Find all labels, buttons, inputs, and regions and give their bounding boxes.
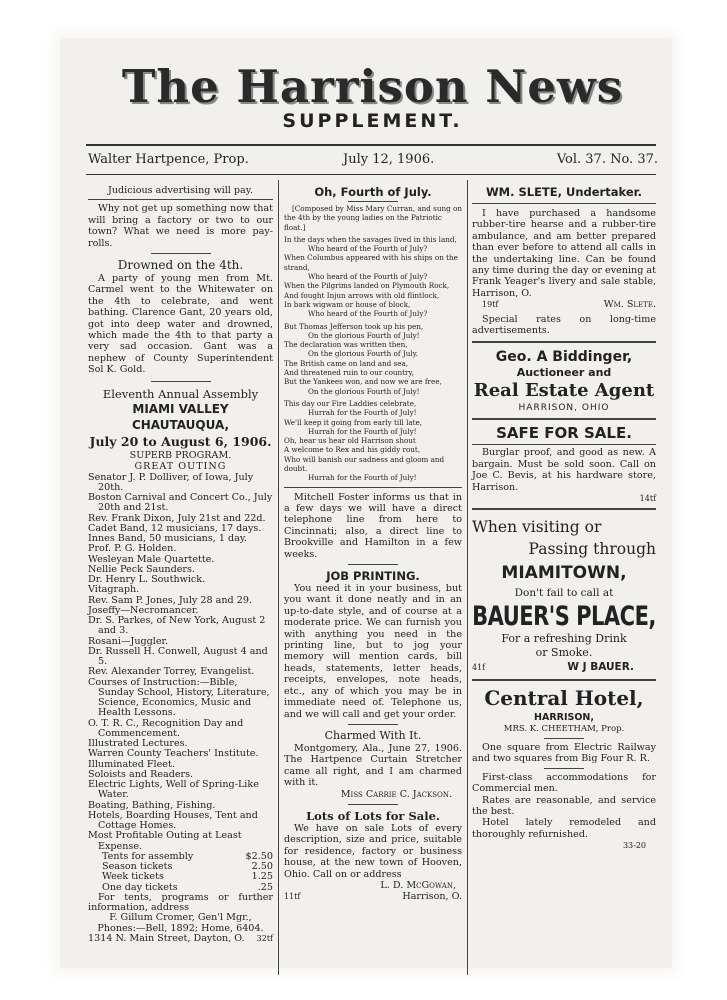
hotel-location: One square from Electric Railway and two squares from Big Four R. R. <box>472 741 656 765</box>
divider <box>348 201 398 202</box>
bauer-footer <box>472 662 656 673</box>
program-list <box>88 473 273 852</box>
list-item: Illuminated Fleet. <box>88 758 175 770</box>
poem-line: Who heard of the Fourth of July? <box>308 244 428 254</box>
miamitown-heading: MIAMITOWN, <box>501 562 627 583</box>
list-item: Courses of Instruction:—Bible, Sunday School, History, Literature, Science, Economics, Music and Health Lessons. <box>88 676 270 719</box>
poem-line: Who heard of the Fourth of July? <box>308 309 428 319</box>
biddinger-name: Geo. A Biddinger, <box>495 349 633 366</box>
info-rule <box>86 174 656 175</box>
poem-line: And threatened ruin to our country, <box>284 368 414 378</box>
lots-footer <box>284 891 462 902</box>
column-2 <box>284 185 462 903</box>
street-address <box>88 934 273 944</box>
divider <box>544 768 584 769</box>
price-value: 1.25 <box>251 871 273 883</box>
list-item: Dr. Henry L. Southwick. <box>88 574 206 585</box>
newspaper-title: The Harrison News <box>121 60 624 113</box>
list-item: Cadet Band, 12 musicians, 17 days. <box>88 522 262 534</box>
poem-line: In bark wigwam or house of block, <box>284 299 411 309</box>
divider <box>348 564 398 565</box>
ad-code: 41f <box>472 662 486 672</box>
hotel-remodeled: Hotel lately remodeled and thoroughly refurnished. <box>472 817 656 840</box>
list-item: O. T. R. C., Recognition Day and Commencement. <box>88 717 244 739</box>
divider <box>151 253 211 254</box>
poem-line: Oh, hear us hear old Harrison shout <box>284 436 416 446</box>
list-item: Dr. Russell H. Conwell, August 4 and 5. <box>88 645 268 667</box>
superb-program: SUPERB PROGRAM. <box>129 449 232 461</box>
hotel-proprietor: MRS. K. CHEETHAM, Prop. <box>503 723 625 734</box>
ad-code: 19tf <box>482 300 499 310</box>
poem-line: A welcome to Rex and his giddy rout, <box>284 445 421 455</box>
ad-code: 33-20 <box>622 841 646 851</box>
poem-line: But the Yankees won, and now we are free, <box>284 377 442 387</box>
poem-headline: Oh, Fourth of July. <box>314 185 432 199</box>
divider <box>472 418 656 420</box>
divider <box>472 203 656 204</box>
ad-code: 14tf <box>639 494 656 504</box>
poem-line: And fought Injun arrows with old flintlock, <box>284 290 440 300</box>
manager-name: F. Gillum Cromer, Gen'l Mgr., <box>109 912 252 924</box>
poem-line: The British came on land and sea, <box>284 358 409 368</box>
charmed-signature: Miss Carrie C. Jackson. <box>340 788 452 800</box>
poem-line: Who will banish our sadness and gloom and doubt. <box>284 454 445 474</box>
proprietor: Walter Hartpence, Prop. <box>88 152 249 167</box>
list-item: Most Profitable Outing at Least Expense. <box>88 830 242 852</box>
poem-line: But Thomas Jefferson took up his pen, <box>284 321 424 331</box>
divider <box>544 738 584 739</box>
phone-numbers: Phones:—Bell, 1892; Home, 6404. <box>97 922 264 934</box>
poem-line: The declaration was written then, <box>284 340 408 350</box>
divider <box>472 508 656 510</box>
poem-line: This day our Fire Laddies celebrate, <box>284 398 417 408</box>
list-item: Rev. Frank Dixon, July 21st and 22d. <box>88 512 266 524</box>
biddinger-town: HARRISON, OHIO <box>518 403 610 414</box>
auctioneer-label: Auctioneer and <box>516 366 612 380</box>
list-item: Innes Band, 50 musicians, 1 day. <box>88 533 248 544</box>
list-item: Prof. P. G. Holden. <box>88 543 177 555</box>
issue-date: July 12, 1906. <box>343 152 435 167</box>
special-rates: Special rates on long-time advertisements. <box>472 313 656 337</box>
great-outing: GREAT OUTING <box>134 461 227 473</box>
safe-article: Burglar proof, and good as new. A bargain. Must be sold soon. Call on Joe C. Bevis, at his hardware store, Harrison. <box>472 447 656 493</box>
masthead-rule <box>86 144 656 146</box>
price-value: .25 <box>257 881 273 893</box>
list-item: Illustrated Lectures. <box>88 738 188 749</box>
charmed-article: Montgomery, Ala., June 27, 1906. The Hartpence Curtain Stretcher came all right, and I am charmed with it. <box>284 742 462 789</box>
column-1 <box>88 185 273 944</box>
list-item: Warren County Teachers' Institute. <box>88 748 259 760</box>
job-printing-headline: JOB PRINTING. <box>326 569 420 584</box>
drowned-article: A party of young men from Mt. Carmel went to the Whitewater on the 4th to celebrate, and went bathing. Clarence Gant, 20 years old, got into deep water and drowned, which made the 4th to that party a very sad occasion. Gant was a nephew of County Superintendent Sol K. Gold. <box>88 273 273 376</box>
ad-code: 11tf <box>284 892 301 902</box>
column-3 <box>472 185 656 852</box>
list-item: Boston Carnival and Concert Co., July 20th and 21st. <box>88 492 273 514</box>
divider <box>151 381 211 382</box>
poem-line: Hurrah for the Fourth of July! <box>308 426 417 436</box>
list-item: Nellie Peck Saunders. <box>88 563 195 575</box>
divider <box>472 679 656 681</box>
volume-number: Vol. 37. No. 37. <box>556 152 658 167</box>
slete-signature: Wm. Slete. <box>603 299 656 311</box>
poem-line: When Columbus appeared with his ships on the strand, <box>284 253 458 272</box>
passing-line: Passing through <box>528 539 656 558</box>
list-item: Hotels, Boarding Houses, Tent and Cottage Homes. <box>88 809 258 831</box>
list-item: Rosani—Juggler. <box>88 635 169 647</box>
hotel-town: HARRISON, <box>534 711 594 723</box>
assembly-heading: Eleventh Annual Assembly <box>102 386 259 401</box>
list-item: Vitagraph. <box>88 584 140 596</box>
poem-intro: [Composed by Miss Mary Curran, and sung on the 4th by the young ladies on the Patriotic float.] <box>284 204 462 232</box>
drink-line: For a refreshing Drink <box>501 631 627 645</box>
list-item: Soloists and Readers. <box>88 768 194 780</box>
hotel-heading: Central Hotel, <box>484 685 644 710</box>
list-item: Rev. Sam P. Jones, July 28 and 29. <box>88 594 252 606</box>
price-value: $2.50 <box>245 850 273 862</box>
price-item: Season tickets <box>102 861 173 872</box>
safe-headline: SAFE FOR SALE. <box>496 424 632 443</box>
hotel-accommodations: First-class accommodations for Commercial men. <box>472 771 656 795</box>
list-item: Senator J. P. Dolliver, of Iowa, July 20th. <box>88 471 254 493</box>
lots-headline: Lots of Lots for Sale. <box>306 808 440 823</box>
address-text: 1314 N. Main Street, Dayton, O. <box>88 932 245 944</box>
real-estate-label: Real Estate Agent <box>473 380 655 402</box>
job-printing-article: You need it in your business, but you want it done neatly and in an up-to-date style, and of course at a moderate price. We can furnish you with anything you need in the printing line, but to jog your memory will mention cards, bill heads, statements, letter heads, receipts, envelopes, note heads, etc., any of which you may be in immediate need of. Telephone us, and we will call and get your order. <box>284 583 462 720</box>
price-item: One day tickets <box>102 881 178 893</box>
list-item: Wesleyan Male Quartette. <box>88 553 215 565</box>
poem-line: Hurrah for the Fourth of July! <box>308 473 417 483</box>
list-item: Electric Lights, Well of Spring-Like Water. <box>88 779 259 801</box>
poem-line: Hurrah for the Fourth of July! <box>308 408 417 418</box>
divider <box>472 444 656 445</box>
poem-line: On the glorious Fourth of July! <box>308 386 420 396</box>
poem-line: Who heard of the Fourth of July? <box>308 272 428 282</box>
list-item: Joseffy—Necromancer. <box>88 604 199 616</box>
slete-footer <box>472 299 656 310</box>
list-item: Dr. S. Parkes, of New York, August 2 and 3. <box>88 615 266 637</box>
ad-code: 32tf <box>256 933 273 943</box>
lots-article: We have on sale Lots of every description, size and price, suitable for residence, factory or business house, at the new town of Hooven, Ohio. Call on or address <box>284 822 462 880</box>
advertising-notice: Judicious advertising will pay. <box>108 185 253 196</box>
list-item: Rev. Alexander Torrey, Evangelist. <box>88 666 255 678</box>
dont-fail-line: Don't fail to call at <box>514 586 614 599</box>
price-list <box>88 852 273 893</box>
column-divider <box>467 180 468 975</box>
poem-line: On the glorious Fourth of July! <box>308 330 420 340</box>
slete-article: I have purchased a handsome rubber-tire hearse and a rubber-tire ambulance, and am better prepared than ever before to attend all calls in the undertaking line. Can be found any time during the day or evening at Frank Yeager's livery and sale stable, Harrison, O. <box>472 208 656 299</box>
poem-line: On the glorious Fourth of July. <box>308 349 419 359</box>
visiting-line: When visiting or <box>472 517 602 536</box>
price-value: 2.50 <box>251 861 273 872</box>
info-line: For tents, programs or further information, address <box>88 891 273 913</box>
payrolls-paragraph: Why not get up something now that will bring a factory or two to our town? What we need is more pay-rolls. <box>88 203 273 249</box>
bauer-signature: W J BAUER. <box>567 660 634 673</box>
list-item: Boating, Bathing, Fishing. <box>88 799 216 811</box>
price-item: Week tickets <box>102 871 164 883</box>
divider <box>348 804 398 805</box>
poem-line: In the days when the savages lived in this land, <box>284 234 457 244</box>
lots-signature: L. D. McGowan, <box>380 879 456 891</box>
chautauqua-heading: MIAMI VALLEY CHAUTAUQUA, <box>131 401 230 432</box>
divider <box>348 724 398 725</box>
slete-headline: WM. SLETE, Undertaker. <box>485 185 643 199</box>
price-item: Tents for assembly <box>102 850 194 862</box>
hotel-rates: Rates are reasonable, and service the best. <box>472 794 656 817</box>
poem-line: When the Pilgrims landed on Plymouth Rock, <box>284 281 450 291</box>
divider <box>284 487 462 488</box>
drowned-headline: Drowned on the 4th. <box>117 258 244 273</box>
smoke-line: or Smoke. <box>535 645 593 659</box>
poem <box>284 204 462 483</box>
charmed-headline: Charmed With It. <box>324 728 422 742</box>
bauers-place-heading: BAUER'S PLACE, <box>472 600 656 631</box>
poem-line: We'll keep it going from early till late, <box>284 417 423 427</box>
lots-place: Harrison, O. <box>402 891 462 903</box>
column-divider <box>278 180 279 975</box>
masthead <box>85 62 660 132</box>
assembly-dates: July 20 to August 6, 1906. <box>89 433 272 449</box>
divider <box>472 341 656 343</box>
biddinger-ad <box>472 348 656 414</box>
divider <box>88 199 273 200</box>
supplement-label: SUPPLEMENT. <box>282 110 463 132</box>
telephone-news: Mitchell Foster informs us that in a few days we will have a direct telephone line from here to Cincinnati; also, a direct line to Brookville and Hamilton in a few weeks. <box>284 491 462 560</box>
